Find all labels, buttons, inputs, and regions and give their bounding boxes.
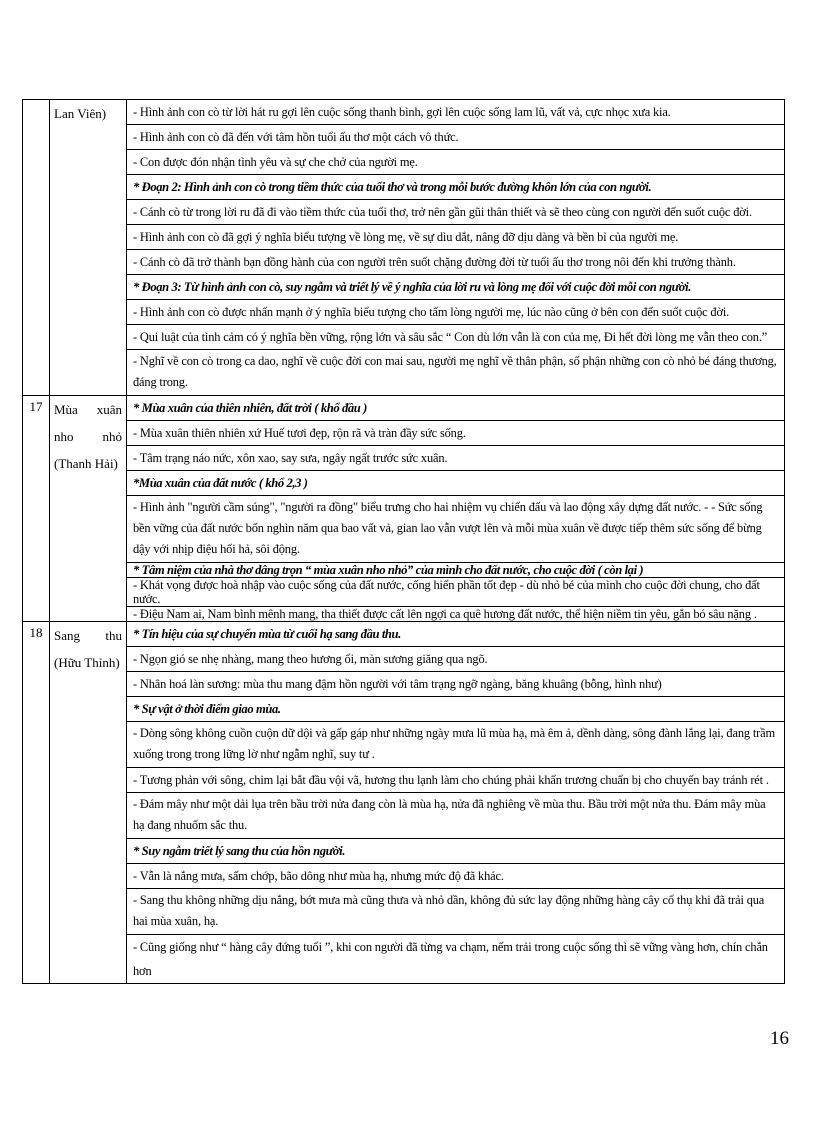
table-row (23, 100, 785, 396)
content-line: - Con được đón nhận tình yêu và sự che chở của người mẹ. (127, 150, 784, 175)
content-line: - Hình ảnh con cò đã gợi ý nghĩa biểu tượng về lòng mẹ, về sự dìu dắt, nâng đỡ dịu dàng và bền bỉ của người mẹ. (127, 225, 784, 250)
content-line: - Cánh cò đã trở thành bạn đồng hành của con người trên suốt chặng đường đời từ tuổi ấu thơ trong nôi đến khi trưởng thành. (127, 250, 784, 275)
content-line: - Nhân hoá làn sương: mùa thu mang đậm hồn người với tâm trạng ngỡ ngàng, băng khuâng (bỗng, hình như) (127, 672, 784, 697)
content-line: - Nghĩ về con cò trong ca dao, nghĩ về cuộc đời con mai sau, người mẹ nghĩ về thân phận, số phận những con cò nhỏ bé đáng thương, đáng trong. (133, 354, 777, 389)
content-cell (127, 622, 785, 984)
content-line: - Cánh cò từ trong lời ru đã đi vào tiềm thức của tuổi thơ, trở nên gần gũi thân thiết và sẽ theo cùng con người đến suốt cuộc đời. (127, 200, 784, 225)
content-line: - Hình ảnh con cò được nhấn mạnh ở ý nghĩa biểu tượng cho tấm lòng người mẹ, lúc nào cũng ở bên con đến suốt cuộc đời. (127, 300, 784, 325)
content-cell (127, 100, 785, 396)
work-title-line: Lan Viên) (54, 106, 107, 121)
content-line: - Cũng giống như “ hàng cây đứng tuổi ”, khi con người đã từng va chạm, nếm trải trong cuộc sống thì sẽ vững vàng hơn, chín chắn hơn (133, 940, 768, 978)
content-line: - Vẫn là nắng mưa, sấm chớp, bão dông như mùa hạ, nhưng mức độ đã khác. (127, 864, 784, 889)
work-title-line: Mùa xuân (54, 402, 122, 417)
work-title-line: (Hữu Thỉnh) (54, 655, 120, 670)
content-line: - Điệu Nam ai, Nam bình mênh mang, tha thiết được cất lên ngợi ca quê hương đất nước, thể hiện niềm tin yêu, gắn bó sâu nặng . (133, 607, 757, 621)
content-table (22, 99, 785, 984)
content-line: - Hình ảnh con cò đã đến với tâm hồn tuổi ấu thơ một cách vô thức. (127, 125, 784, 150)
content-line: - Hình ảnh "người cầm súng", "người ra đồng" biểu trưng cho hai nhiệm vụ chiến đấu và lao động xây dựng đất nước. - - Sức sống bền vững của đất nước bốn nghìn năm qua bao vất vả, gian lao vẫn vượt lên và mỗi mùa xuân về được tiếp thêm sức sống để bừng dậy với nhịp điệu hối hả, sôi động. (127, 496, 784, 563)
content-line: - Qui luật của tình cảm có ý nghĩa bền vững, rộng lớn và sâu sắc “ Con dù lớn vẫn là con của mẹ, Đi hết đời lòng mẹ vẫn theo con.” (127, 325, 784, 350)
content-line: - Hình ảnh con cò từ lời hát ru gợi lên cuộc sống thanh bình, gợi lên cuộc sống lam lũ, vất vả, cực nhọc xưa kia. (127, 100, 784, 125)
content-line: - Dòng sông không cuồn cuộn dữ dội và gấp gáp như những ngày mưa lũ mùa hạ, mà êm ả, dềnh dàng, sông đành lắng lại, đang trầm xuống trong trong lững lờ như ngẫm nghĩ, suy tư . (127, 722, 784, 768)
section-heading: * Tín hiệu của sự chuyển mùa từ cuối hạ sang đầu thu. (127, 622, 784, 647)
content-line: - Tương phản với sông, chim lại bắt đầu vội vã, hương thu lạnh làm cho chúng phải khẩn trương chuẩn bị cho chuyến bay tránh rét . (127, 768, 784, 793)
section-heading: * Suy ngẫm triết lý sang thu của hồn người. (127, 839, 784, 864)
section-heading: * Tâm niệm của nhà thơ dâng trọn “ mùa xuân nho nhỏ” của mình cho đất nước, cho cuộc đời ( còn lại ) (127, 563, 784, 578)
section-heading: * Đoạn 2: Hình ảnh con cò trong tiềm thức của tuổi thơ và trong mỗi bước đường khôn lớn của con người. (127, 175, 784, 200)
work-title-line: Sang thu (54, 628, 122, 643)
section-heading: *Mùa xuân của đất nước ( khổ 2,3 ) (127, 471, 784, 496)
section-heading: * Sự vật ở thời điểm giao mùa. (127, 697, 784, 722)
work-title-line: nho nhỏ (54, 429, 122, 444)
content-cell (127, 396, 785, 622)
section-heading: * Đoạn 3: Từ hình ảnh con cò, suy ngẫm và triết lý về ý nghĩa của lời ru và lòng mẹ đối với cuộc đời mỗi con người. (127, 275, 784, 300)
work-title-line: (Thanh Hải) (54, 456, 118, 471)
work-title-cell (50, 396, 127, 622)
work-title-cell (50, 100, 127, 396)
content-line: - Đám mây như một dải lụa trên bầu trời nửa đang còn là mùa hạ, nửa đã nghiêng về mùa thu. Bầu trời một nửa thu. Đám mây mùa hạ đang nhuốm sắc thu. (127, 793, 784, 839)
content-line: - Mùa xuân thiên nhiên xứ Huế tươi đẹp, rộn rã và tràn đầy sức sống. (127, 421, 784, 446)
row-number (23, 100, 50, 396)
work-title-cell (50, 622, 127, 984)
row-number: 17 (23, 396, 50, 622)
content-line: - Tâm trạng náo nức, xôn xao, say sưa, ngây ngất trước sức xuân. (127, 446, 784, 471)
content-line: - Ngọn gió se nhẹ nhàng, mang theo hương ổi, màn sương giăng qua ngõ. (127, 647, 784, 672)
content-line: - Sang thu không những dịu nắng, bớt mưa mà cũng thưa và nhỏ dần, không đủ sức lay động những hàng cây cổ thụ khi đã trải qua hai mùa xuân, hạ. (127, 889, 784, 935)
row-number: 18 (23, 622, 50, 984)
table-row (23, 396, 785, 622)
section-heading: * Mùa xuân của thiên nhiên, đất trời ( khổ đầu ) (127, 396, 784, 421)
table-row (23, 622, 785, 984)
page-number: 16 (770, 1028, 789, 1049)
content-line: - Khát vọng được hoà nhập vào cuộc sống của đất nước, cống hiến phần tốt đẹp - dù nhỏ bé của mình cho cuộc đời chung, cho đất nước. (127, 578, 784, 607)
